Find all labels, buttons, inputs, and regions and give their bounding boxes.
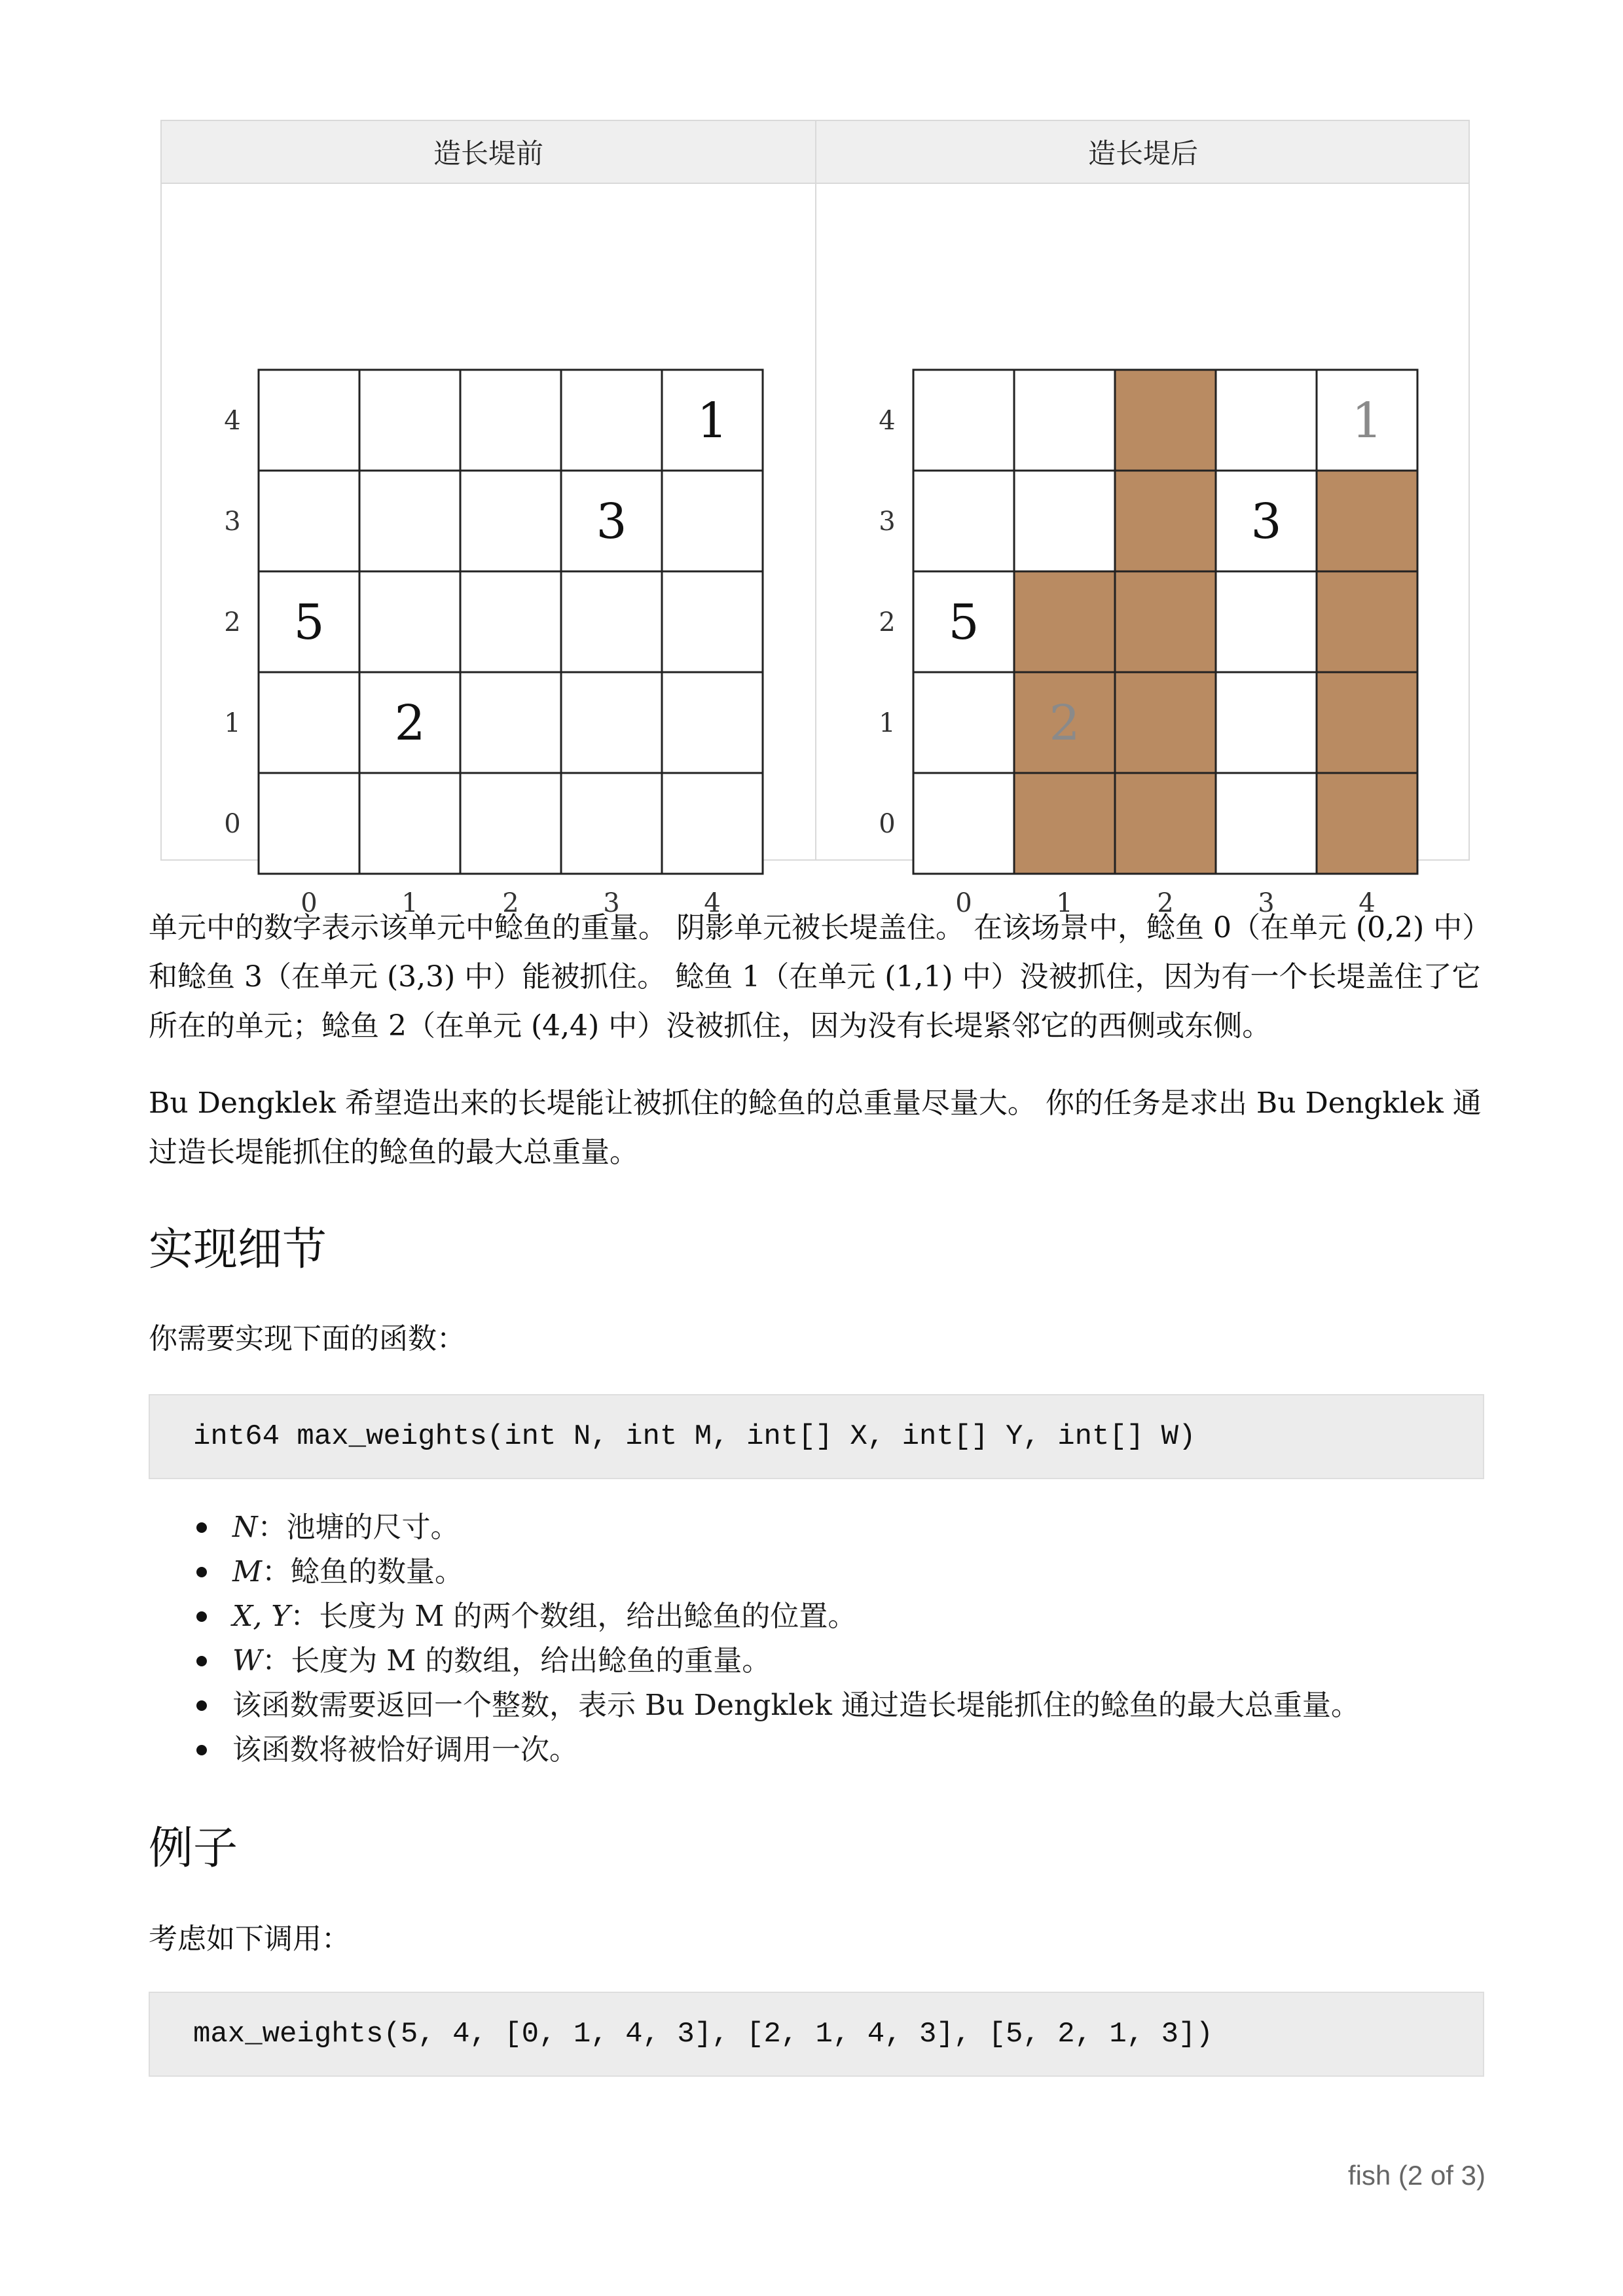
after-x-tick: 4 bbox=[1359, 888, 1376, 918]
parameter-description: 该函数需要返回一个整数，表示 Bu Dengklek 通过造长堤能抓住的鲶鱼的最大总重量。 bbox=[232, 1689, 1360, 1722]
before-x-tick: 4 bbox=[704, 888, 721, 918]
after-cell-1-2-pier bbox=[1014, 571, 1115, 672]
after-x-tick: 2 bbox=[1157, 888, 1174, 918]
after-y-tick: 3 bbox=[879, 507, 896, 537]
after-cell-2-3-pier bbox=[1115, 471, 1216, 571]
after-cell-2-4-pier bbox=[1115, 370, 1216, 471]
after-y-tick: 2 bbox=[879, 607, 896, 637]
parameter-item bbox=[196, 1728, 1480, 1772]
before-cell-1-2 bbox=[359, 571, 460, 672]
after-cell-4-1-pier bbox=[1317, 672, 1417, 773]
parameter-item bbox=[196, 1505, 1480, 1550]
parameter-description: ：长度为 M 的数组，给出鲶鱼的重量。 bbox=[262, 1644, 771, 1677]
before-y-tick: 1 bbox=[224, 708, 241, 738]
header-before: 造长堤前 bbox=[433, 137, 543, 170]
grid-before bbox=[162, 184, 815, 918]
before-y-tick: 3 bbox=[224, 507, 241, 537]
before-cell-3-4 bbox=[561, 370, 662, 471]
before-x-tick: 2 bbox=[502, 888, 519, 918]
before-cell-2-4 bbox=[460, 370, 561, 471]
after-x-tick: 0 bbox=[955, 888, 972, 918]
before-cell-2-0 bbox=[460, 773, 561, 874]
after-cell-2-0-pier bbox=[1115, 773, 1216, 874]
parameter-symbol: M bbox=[232, 1555, 263, 1588]
before-y-tick: 2 bbox=[224, 607, 241, 637]
example-code: max_weights(5, 4, [0, 1, 4, 3], [2, 1, 4, 3], [5, 2, 1, 3]) bbox=[193, 2018, 1213, 2051]
after-cell-3-1 bbox=[1216, 672, 1317, 773]
after-cell-3-4 bbox=[1216, 370, 1317, 471]
before-y-tick: 4 bbox=[224, 406, 241, 436]
figure-table bbox=[160, 120, 1470, 918]
before-x-tick: 0 bbox=[301, 888, 318, 918]
after-fish-weight: 2 bbox=[1049, 695, 1080, 751]
parameter-description: 该函数将被恰好调用一次。 bbox=[232, 1733, 578, 1767]
after-cell-0-1 bbox=[913, 672, 1014, 773]
parameter-description: ：鲶鱼的数量。 bbox=[262, 1555, 464, 1588]
after-cell-1-4 bbox=[1014, 370, 1115, 471]
before-cell-0-1 bbox=[259, 672, 359, 773]
parameter-list bbox=[196, 1505, 1480, 1772]
signature-code-block bbox=[149, 1394, 1484, 1479]
after-cell-0-4 bbox=[913, 370, 1014, 471]
example-intro: 考虑如下调用： bbox=[149, 1922, 350, 1956]
parameter-item bbox=[196, 1639, 1480, 1683]
after-fish-weight: 5 bbox=[948, 594, 979, 651]
before-x-tick: 1 bbox=[401, 888, 418, 918]
before-fish-weight: 5 bbox=[293, 594, 325, 651]
header-after: 造长堤后 bbox=[1087, 137, 1198, 170]
before-cell-3-0 bbox=[561, 773, 662, 874]
goal-paragraph: Bu Dengklek 希望造出来的长堤能让被抓住的鲶鱼的总重量尽量大。 你的任务是求出 Bu Dengklek 通过造长堤能抓住的鲶鱼的最大总重量。 bbox=[149, 1086, 1482, 1169]
before-fish-weight: 2 bbox=[394, 695, 426, 751]
parameter-description: ：池塘的尺寸。 bbox=[257, 1511, 460, 1544]
page-footer: fish (2 of 3) bbox=[1347, 2160, 1486, 2191]
before-cell-4-1 bbox=[662, 672, 763, 773]
after-cell-4-2-pier bbox=[1317, 571, 1417, 672]
example-heading: 例子 bbox=[149, 1823, 238, 1874]
parameter-symbol: W bbox=[232, 1644, 263, 1677]
signature-code: int64 max_weights(int N, int M, int[] X, int[] Y, int[] W) bbox=[193, 1420, 1196, 1453]
before-cell-0-4 bbox=[259, 370, 359, 471]
parameter-item bbox=[196, 1594, 1480, 1639]
before-cell-4-0 bbox=[662, 773, 763, 874]
before-cell-2-2 bbox=[460, 571, 561, 672]
after-y-tick: 4 bbox=[879, 406, 896, 436]
example-code-block bbox=[149, 1992, 1484, 2077]
after-cell-0-3 bbox=[913, 471, 1014, 571]
implementation-heading: 实现细节 bbox=[149, 1224, 327, 1276]
before-x-tick: 3 bbox=[603, 888, 620, 918]
implementation-intro: 你需要实现下面的函数： bbox=[149, 1322, 465, 1355]
after-cell-1-3 bbox=[1014, 471, 1115, 571]
before-cell-0-3 bbox=[259, 471, 359, 571]
before-cell-0-0 bbox=[259, 773, 359, 874]
before-y-tick: 0 bbox=[224, 809, 241, 839]
parameter-symbol: X, Y bbox=[232, 1600, 291, 1633]
before-cell-4-2 bbox=[662, 571, 763, 672]
before-cell-3-1 bbox=[561, 672, 662, 773]
after-cell-4-3-pier bbox=[1317, 471, 1417, 571]
before-cell-4-3 bbox=[662, 471, 763, 571]
description-paragraph: 单元中的数字表示该单元中鲶鱼的重量。 阴影单元被长堤盖住。 在该场景中，鲶鱼 0（在单元 (0,2) 中）和鲶鱼 3（在单元 (3,3) 中）能被抓住。 鲶鱼 1（在单元 (1,1) 中）没被抓住，因为有一个长堤盖住了它所在的单元；鲶鱼 2（在单元 (4,4) 中）没被抓住，因为没有长堤紧邻它的西侧或东侧。 bbox=[149, 911, 1481, 1043]
after-x-tick: 3 bbox=[1258, 888, 1275, 918]
after-y-tick: 1 bbox=[879, 708, 896, 738]
parameter-description: ：长度为 M 的两个数组，给出鲶鱼的位置。 bbox=[290, 1600, 857, 1633]
after-fish-weight: 3 bbox=[1250, 493, 1282, 550]
after-cell-3-2 bbox=[1216, 571, 1317, 672]
parameter-item bbox=[196, 1683, 1480, 1728]
after-fish-weight: 1 bbox=[1351, 393, 1383, 449]
before-fish-weight: 3 bbox=[596, 493, 627, 550]
before-cell-1-0 bbox=[359, 773, 460, 874]
after-cell-1-0-pier bbox=[1014, 773, 1115, 874]
after-cell-4-0-pier bbox=[1317, 773, 1417, 874]
before-cell-2-3 bbox=[460, 471, 561, 571]
after-cell-2-1-pier bbox=[1115, 672, 1216, 773]
after-cell-0-0 bbox=[913, 773, 1014, 874]
before-cell-1-3 bbox=[359, 471, 460, 571]
before-cell-1-4 bbox=[359, 370, 460, 471]
after-cell-3-0 bbox=[1216, 773, 1317, 874]
before-cell-2-1 bbox=[460, 672, 561, 773]
after-cell-2-2-pier bbox=[1115, 571, 1216, 672]
before-cell-3-2 bbox=[561, 571, 662, 672]
parameter-item bbox=[196, 1550, 1480, 1594]
after-x-tick: 1 bbox=[1056, 888, 1073, 918]
before-fish-weight: 1 bbox=[697, 393, 728, 449]
grid-after bbox=[816, 184, 1470, 918]
after-y-tick: 0 bbox=[879, 809, 896, 839]
parameter-symbol: N bbox=[232, 1511, 258, 1544]
